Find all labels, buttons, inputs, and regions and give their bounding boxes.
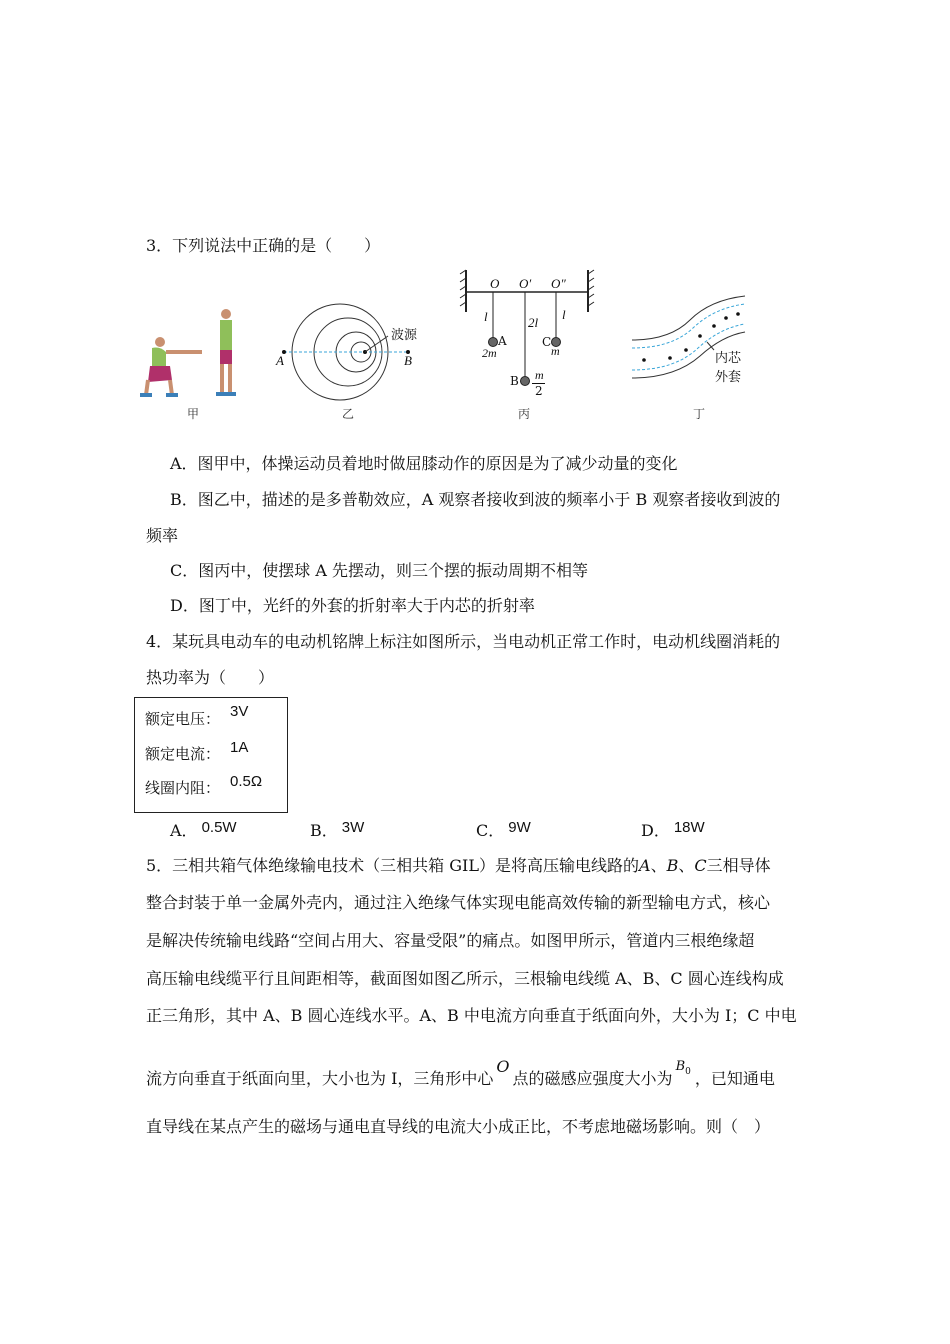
point-o: O [496,1057,510,1076]
q5-line6-a: 流方向垂直于纸面向里，大小也为 I，三角形中心 [146,1069,494,1088]
q5-line6 [146,1057,775,1089]
q4-option-d-letter: D． [641,821,670,840]
source-label: 波源 [391,328,418,343]
q5-line1-text: 5．三相共箱气体绝缘输电技术（三相共箱 GIL）是将高压输电线路的 [146,856,639,875]
q4-option-d[interactable] [641,818,705,841]
pivot-o-prime: O′ [519,276,532,291]
q4-option-a[interactable] [170,818,237,841]
cladding-label: 外套 [715,370,742,385]
var-b: B [666,856,679,875]
q5-line1-sep1: 、 [650,856,667,875]
ball-b-label: B [510,374,519,388]
caption-yi: 乙 [342,407,355,421]
var-a: A [639,856,651,875]
b0-subscript: 0 [685,1067,691,1077]
q5-line6-b: 点的磁感应强度大小为 [512,1069,673,1088]
plate-resistance-value: 0.5Ω [230,773,263,790]
q3-option-a[interactable]: A．图甲中，体操运动员着地时做屈膝动作的原因是为了减少动量的变化 [170,454,678,473]
figure-jia-athletes [130,300,250,405]
q3-option-b-cont: 频率 [146,526,179,545]
length-2l: 2l [528,315,539,330]
q4-option-c-letter: C． [476,821,505,840]
length-l-c: l [562,307,566,322]
q4-stem-line1: 4．某玩具电动车的电动机铭牌上标注如图所示，当电动机正常工作时，电动机线圈消耗的 [146,632,781,651]
q4-stem-line2: 热功率为（ ） [146,668,275,687]
var-c: C [694,856,707,875]
q4-option-c[interactable] [476,818,531,841]
plate-resistance-label: 线圈内阻： [145,779,221,797]
pivot-o-double-prime: O″ [551,276,566,291]
plate-voltage-value: 3V [230,703,249,720]
plate-voltage-label: 额定电压： [145,710,221,728]
mass-b-denominator: 2 [535,384,543,398]
b0-symbol: B [675,1059,686,1074]
core-label: 内芯 [715,351,742,366]
q5-line1 [146,853,771,876]
mass-a: 2m [482,346,497,360]
q5-line7: 直导线在某点产生的磁场与通电直导线的电流大小成正比，不考虑地磁场影响。则（ ） [146,1117,771,1136]
q5-line1-end: 三相导体 [706,856,771,875]
motor-nameplate [134,697,288,813]
q4-option-a-value: 0.5W [201,819,237,836]
q4-option-d-value: 18W [673,819,705,836]
observer-b-label: B [404,353,412,368]
q5-line3: 是解决传统输电线路“空间占用大、容量受限”的痛点。如图甲所示，管道内三根绝缘超 [146,931,755,950]
ball-a-label: A [498,334,507,348]
q5-line6-c: ，已知通电 [694,1069,775,1088]
q3-option-b[interactable]: B．图乙中，描述的是多普勒效应，A 观察者接收到波的频率小于 B 观察者接收到波的 [170,490,781,509]
q5-line4: 高压输电线缆平行且间距相等，截面图如图乙所示，三根输电线缆 A、B、C 圆心连线构成 [146,969,784,988]
q3-stem: 3．下列说法中正确的是（ ） [146,236,381,255]
q5-line5: 正三角形，其中 A、B 圆心连线水平。A、B 中电流方向垂直于纸面向外，大小为 I；C 中电 [146,1006,797,1025]
mass-b-numerator: m [535,368,544,382]
q4-option-b[interactable] [310,818,364,841]
length-l-a: l [484,309,488,324]
q3-option-d[interactable]: D．图丁中，光纤的外套的折射率大于内芯的折射率 [170,596,535,615]
plate-current-label: 额定电流： [145,745,221,763]
q3-option-c[interactable]: C．图丙中，使摆球 A 先摆动，则三个摆的振动周期不相等 [170,561,588,580]
caption-jia: 甲 [187,407,200,421]
observer-a-label: A [276,353,284,368]
q4-option-b-letter: B． [310,821,338,840]
ball-c-label: C [542,335,552,349]
q5-line1-sep2: 、 [678,856,695,875]
q4-option-b-value: 3W [341,819,365,836]
caption-ding: 丁 [693,407,706,421]
q4-option-c-value: 9W [508,819,531,836]
mass-c: m [551,344,560,358]
q4-option-a-letter: A． [170,821,198,840]
plate-current-value: 1A [230,739,249,756]
caption-bing: 丙 [518,407,531,421]
pivot-o: O [490,276,500,291]
q5-line2: 整合封装于单一金属外壳内，通过注入绝缘气体实现电能高效传输的新型输电方式，核心 [146,893,771,912]
